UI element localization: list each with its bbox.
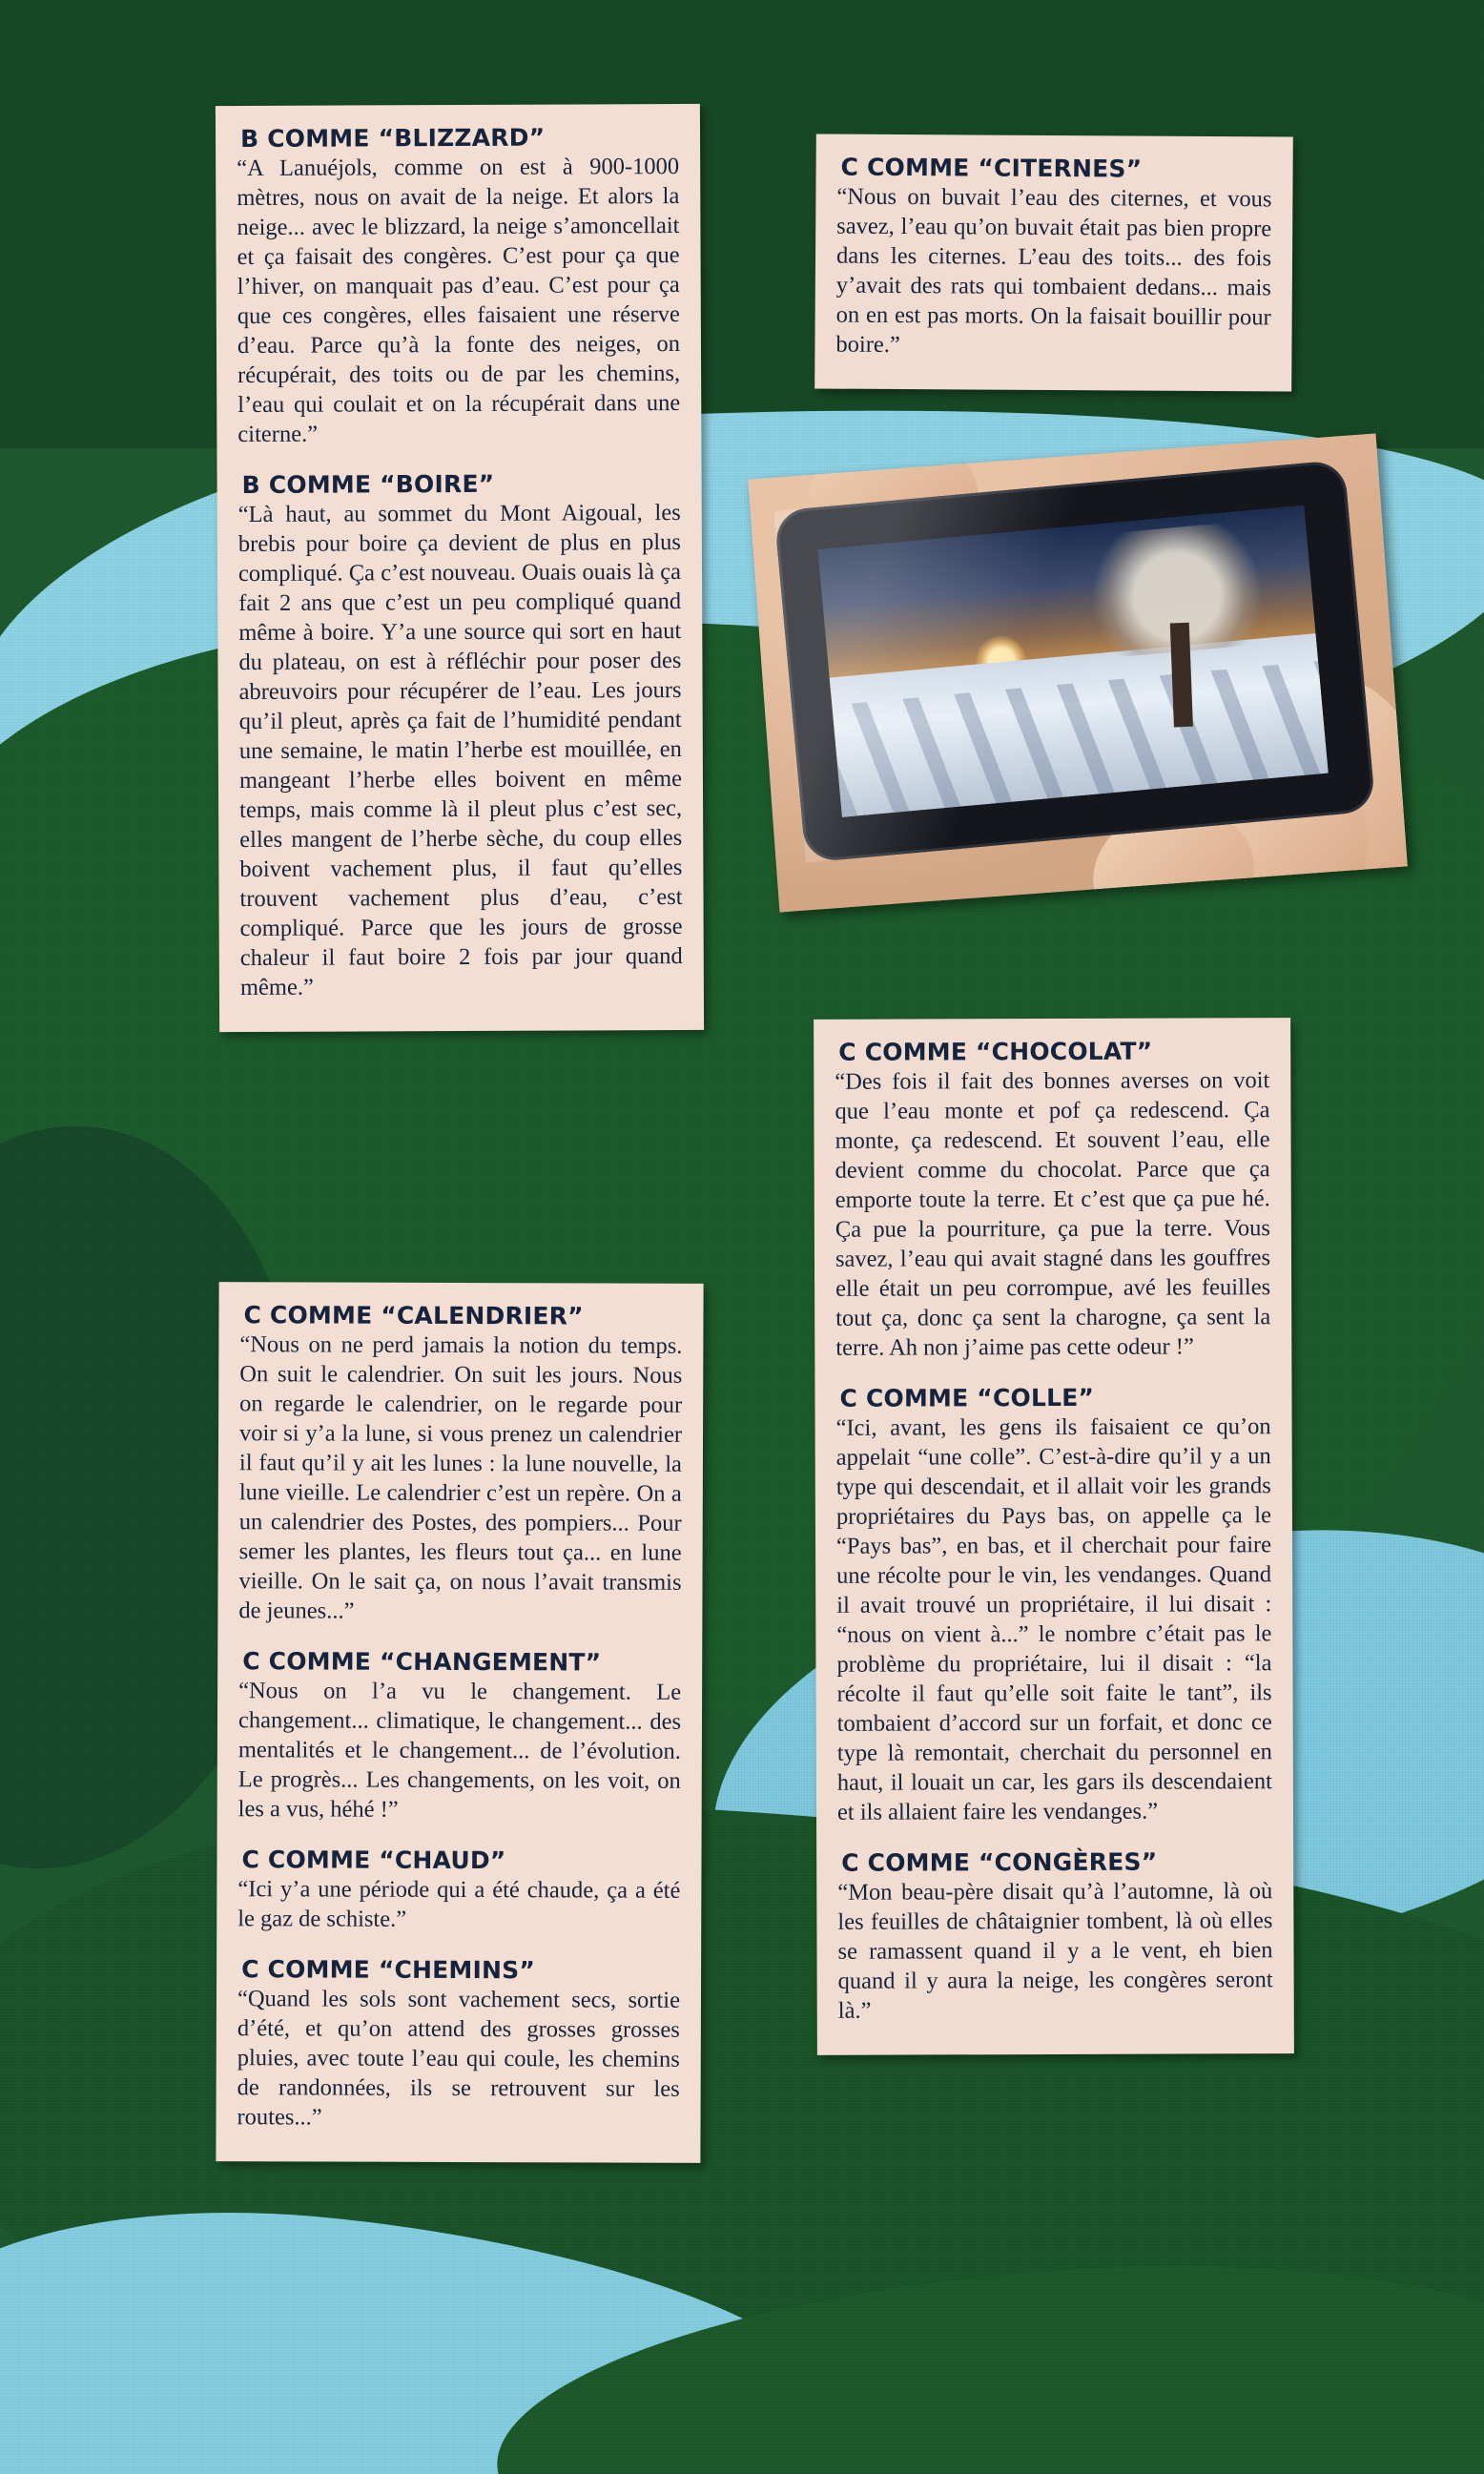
- entry-body: “Quand les sols sont vachement secs, sortie d’été, et qu’on attend des grosses grosses pluies, avec toute l’eau qui coule, les chemins de randonnées, ils se retrouvent sur les routes...”: [237, 1985, 681, 2131]
- entry-title: B COMME “BLIZZARD”: [239, 123, 546, 153]
- entry-blizzard: [237, 123, 680, 450]
- entry-title: C COMME “CHOCOLAT”: [838, 1037, 1153, 1066]
- entry-changement: [238, 1647, 682, 1826]
- entry-body: “Ici y’a une période qui a été chaude, ça a été le gaz de schiste.”: [237, 1875, 681, 1932]
- entry-chaud: [237, 1845, 680, 1936]
- entry-title: C COMME “COLLE”: [839, 1383, 1095, 1412]
- entry-congeres: [837, 1847, 1273, 2027]
- entry-title: C COMME “CONGÈRES”: [841, 1847, 1158, 1877]
- entry-calendrier: [238, 1301, 682, 1627]
- text-panel-calendrier-chemins: [216, 1282, 703, 2162]
- entry-citernes: [835, 154, 1271, 363]
- entry-body: “Nous on ne perd jamais la notion du temps. On suit le calendrier. On suit les jours. Nous on regarde le calendrier, on le regarde pour voir si y’a la lune, si vous prenez un calendrier il faut qu’il y ait les lunes : la lune nouvelle, la lune vieille. Le calendrier c’est un repère. On a un calendrier des Postes, des pompiers... Pour semer les plantes, les fleurs tout ça... en lune vieille. On le sait ça, on nous l’avait transmis de jeunes...”: [238, 1331, 683, 1624]
- entry-title: C COMME “CHANGEMENT”: [242, 1647, 602, 1677]
- entry-chemins: [237, 1955, 680, 2134]
- entry-body: “Ici, avant, les gens ils faisaient ce qu’on appelait “une colle”. C’est-à-dire qu’il y a un type qui descendait, et il allait voir les grands propriétaires du Pays bas, on appelle ça le “Pays bas”, en bas, et il cherchait pour faire une récolte pour le vin, les vendanges. Quand il avait trouvé un propriétaire, il lui disait : “nous on vient à...” le nombre c’était pas le problème du propriétaire, lui il disait : “la récolte il faut qu’elle soit faite le tant”, ils tombaient d’accord sur un forfait, et donc ce type là remontait, cherchait du personnel en haut, il louait un car, les gars ils descendaient et ils allaient faire les vendanges.”: [835, 1413, 1272, 1825]
- text-panel-blizzard-boire: [216, 104, 704, 1032]
- entry-colle: [835, 1383, 1272, 1827]
- entry-title: B COMME “BOIRE”: [241, 469, 495, 499]
- entry-chocolat: [835, 1037, 1270, 1363]
- entry-title: C COMME “CHEMINS”: [241, 1954, 536, 1985]
- entry-title: C COMME “CITERNES”: [840, 153, 1143, 183]
- screen-glare: [774, 460, 1376, 863]
- entry-body: “Nous on l’a vu le changement. Le changement... climatique, le changement... des mentalités et le changement... de l’évolution. Le progrès... Les changements, on les voit, on les a vus, héhé !”: [237, 1678, 682, 1823]
- text-panel-chocolat-congeres: [814, 1018, 1294, 2054]
- entry-body: “Là haut, au sommet du Mont Aigoual, les brebis pour boire ça devient de plus en plus compliqué. Ça c’est nouveau. Ouais ouais là ça fait 2 ans que c’est un peu compliqué quand même à boire. Y’a une source qui sort en haut du plateau, on est à réfléchir pour poser des abreuvoirs pour récupérer de l’eau. Les jours qu’il pleut, après ça fait de l’humidité pendant une semaine, le matin l’herbe est mouillée, en mangeant l’herbe elles boivent en même temps, mais comme là il pleut plus c’est sec, elles mangent de l’herbe sèche, du coup elles boivent vachement plus, il faut qu’elles trouvent vachement plus d’eau, c’est compliqué. Parce que les jours de grosse chaleur il faut boire 2 fois par jour quand même.”: [237, 499, 683, 1000]
- entry-boire: [238, 469, 683, 1003]
- text-panel-citernes: [814, 134, 1293, 391]
- entry-body: “Nous on buvait l’eau des citernes, et vous savez, l’eau qu’on buvait était pas bien propre dans les citernes. L’eau des toits... des fois y’avait des rats qui tombaient dedans... mais on en est pas morts. On la faisait bouillir pour boire.”: [835, 183, 1272, 358]
- entry-body: “Mon beau-père disait qu’à l’automne, là où les feuilles de châtaignier tombent, là où elles se ramassent quand il y a le vent, eh bien quand il y aura la neige, les congères seront là.”: [837, 1877, 1273, 2024]
- entry-body: “A Lanuéjols, comme on est à 900-1000 mètres, nous on avait de la neige. Et alors la neige... avec le blizzard, la neige s’amoncellait et ça faisait des congères. C’est pour ça que l’hiver, on manquait pas d’eau. C’est pour ça que ces congères, elles faisaient une réserve d’eau. Parce qu’à la fonte des neiges, on récupérait, des toits ou de par les chemins, l’eau qui coulait et on la récupérait dans une citerne.”: [237, 153, 681, 447]
- entry-title: C COMME “CALENDRIER”: [243, 1301, 584, 1330]
- entry-title: C COMME “CHAUD”: [241, 1845, 506, 1874]
- photo-smartphone-snowy-sunrise: [748, 433, 1408, 912]
- entry-body: “Des fois il fait des bonnes averses on voit que l’eau monte et pof ça redescend. Ça monte, ça redescend. Et souvent l’eau, elle devient comme du chocolat. Parce que ça emporte toute la terre. Et c’est que ça pue hé. Ça pue la pourriture, ça pue la terre. Vous savez, l’eau qui avait stagné dans les gouffres elle était un peu corrompue, avé les feuilles tout ça, donc ça sent la charogne, ça sent la terre. Ah non j’aime pas cette odeur !”: [835, 1067, 1271, 1361]
- smartphone-body: [774, 460, 1376, 863]
